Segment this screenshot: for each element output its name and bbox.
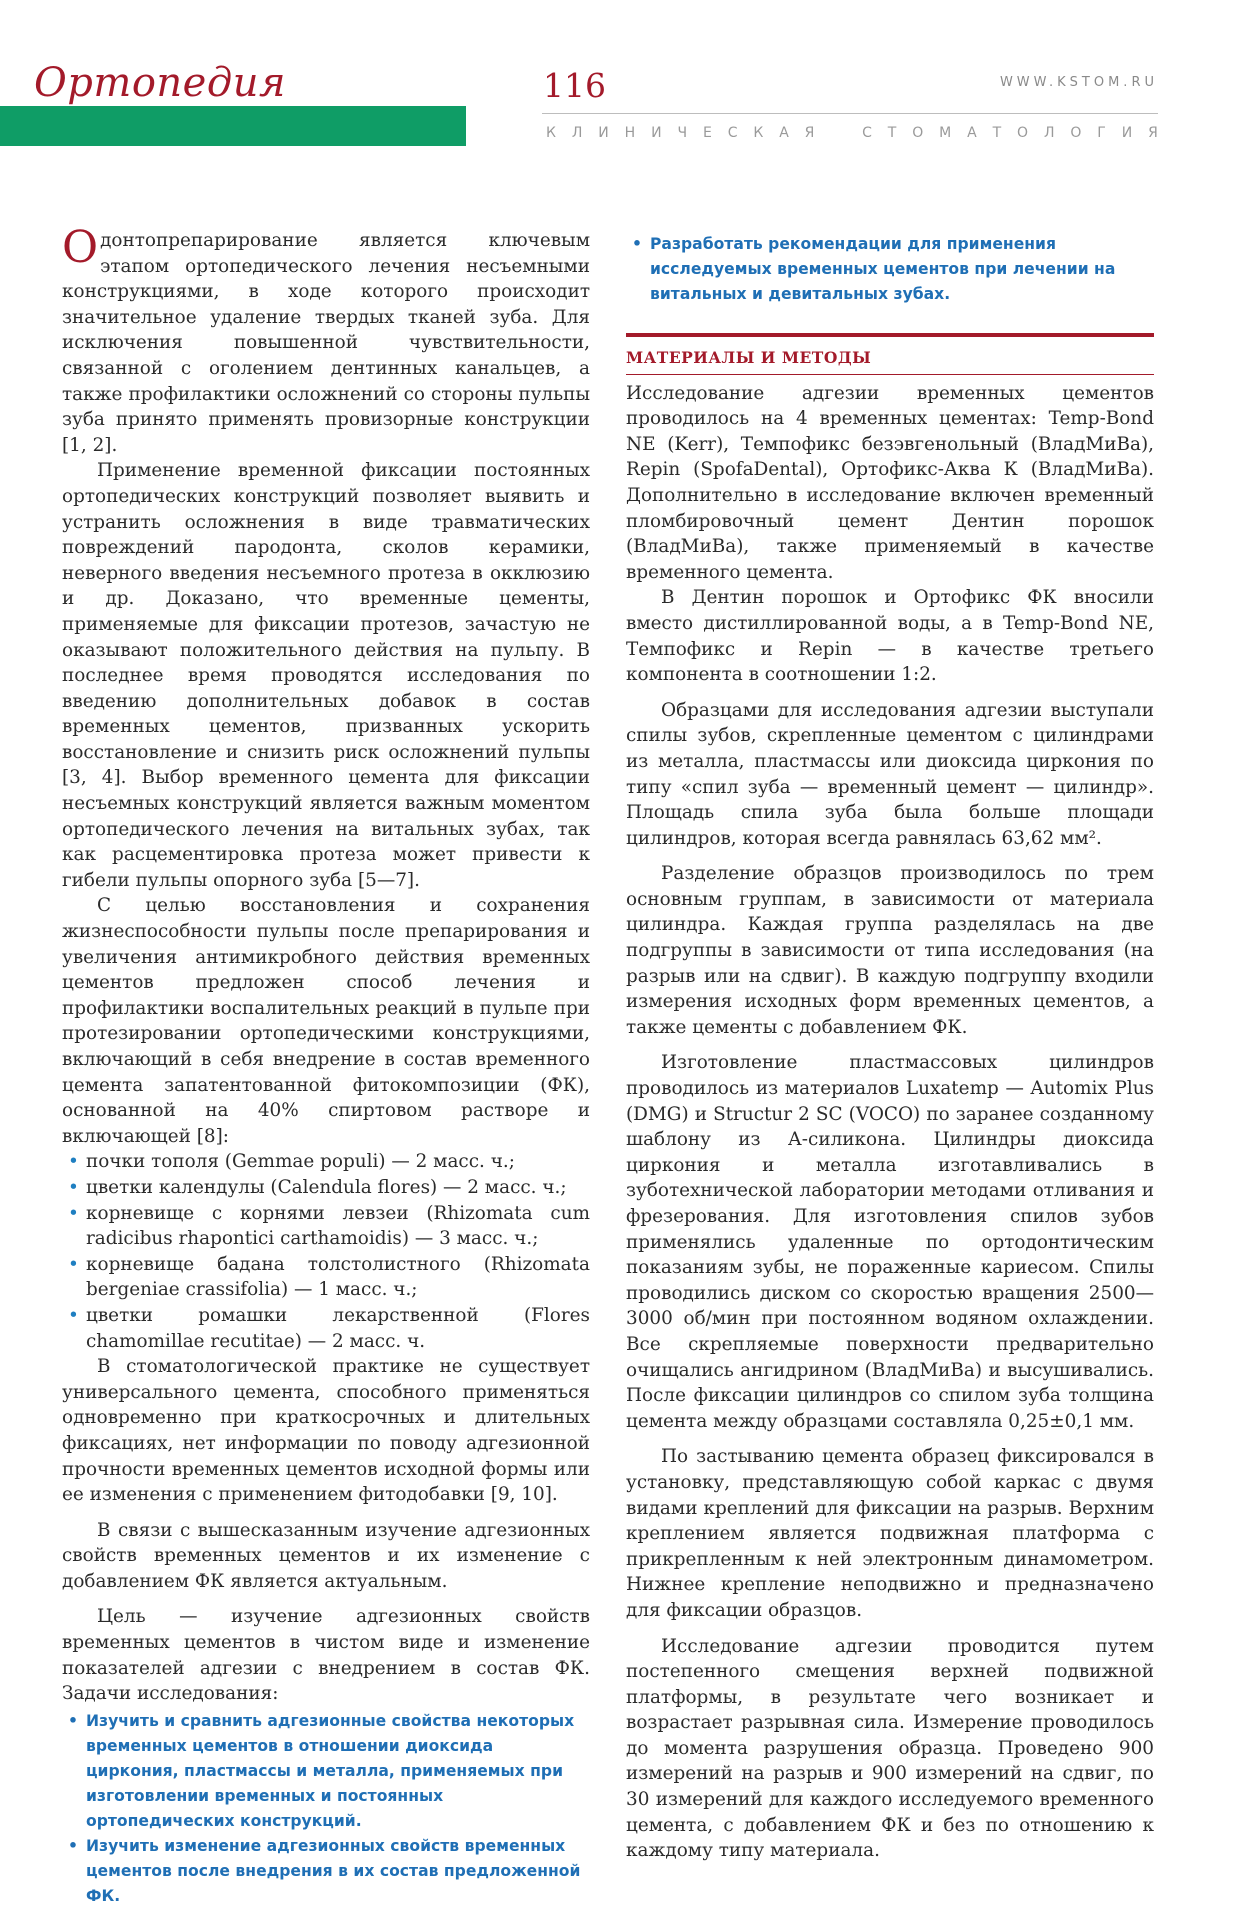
tasks-list-continued bbox=[626, 232, 1154, 307]
list-item: • цветки ромашки лекарственной (Flores chamomillae recutitae) — 2 масс. ч. bbox=[86, 1303, 590, 1354]
section-logo: Ортопедия bbox=[34, 60, 286, 106]
task-item: • Разработать рекомендации для применения исследуемых временных цементов при лечении на витальных и девитальных зубах. bbox=[650, 232, 1154, 307]
task-item: • Изучить и сравнить адгезионные свойства некоторых временных цементов в отношении диоксида циркония, пластмассы и металла, применяемых при изготовлении временных и постоянных ортопедических конструкций. bbox=[86, 1709, 590, 1834]
paragraph: Применение временной фиксации постоянных ортопедических конструкций позволяет выявить и устранить осложнения в виде травматических повреждений пародонта, сколов керамики, неверного введения несъемного протеза в окклюзию и др. Доказано, что временные цементы, применяемые для фиксации протезов, зачастую не оказывают положительного действия на пульпу. В последнее время проводятся исследования по введению дополнительных добавок в состав временных цементов, призванных ускорить восстановление и снизить риск осложнений пульпы [3, 4]. Выбор временного цемента для фиксации несъемных конструкций является важным моментом ортопедического лечения на витальных зубах, так как расцементировка протеза может привести к гибели пульпы опорного зуба [5—7]. bbox=[62, 460, 590, 891]
list-item: • корневище с корнями левзеи (Rhizomata cum radicibus rhapontici carthamoidis) — 3 масс. ч.; bbox=[86, 1201, 590, 1252]
paragraph: В Дентин порошок и Ортофикс ФК вносили вместо дистиллированной воды, а в Temp-Bond NE, Темпофикс и Repin — в качестве третьего компонента в соотношении 1:2. bbox=[626, 587, 1154, 686]
left-column bbox=[62, 222, 590, 1909]
composition-list bbox=[62, 1149, 590, 1354]
intro-paragraph: Одонтопрепарирование является ключевым этапом ортопедического лечения несъемными конструкциями, в ходе которого происходит значительное удаление твердых тканей зуба. Для исключения повышенной чувствительности, связанной с оголением дентинных канальцев, а также профилактики осложнений со стороны пульпы зуба принято применять провизорные конструкции [1, 2]. bbox=[62, 222, 590, 456]
paragraph: Изготовление пластмассовых цилиндров проводилось из материалов Luxatemp — Automix Plus (DMG) и Structur 2 SC (VOCO) по заранее созданному шаблону из А-силикона. Цилиндры диоксида циркония и металла изготавливались в зуботехнической лаборатории методами отливания и фрезерования. Для изготовления спилов зубов применялись удаленные по ортодонтическим показаниям зубы, не пораженные кариесом. Спилы проводились диском со скоростью вращения 2500—3000 об/мин при постоянном водяном охлаждении. Все скрепляемые поверхности предварительно очищались ангидрином (ВладМиВа) и высушивались. После фиксации цилиндров со спилом зуба толщина цемента между образцами составляла 0,25±0,1 мм. bbox=[626, 1052, 1154, 1432]
task-item: • Изучить изменение адгезионных свойств временных цементов после внедрения в их состав предложенной ФК. bbox=[86, 1834, 590, 1909]
paragraph: В стоматологической практике не существует универсального цемента, способного применяться одновременно при краткосрочных и длительных фиксациях, нет информации по поводу адгезионной прочности временных цементов исходной формы или ее изменения с применением фитодобавки [9, 10]. bbox=[62, 1356, 590, 1506]
drop-cap: О bbox=[62, 222, 99, 273]
paragraph: Исследование адгезии проводится путем постепенного смещения верхней подвижной платформы, в результате чего возникает и возрастает разрывная сила. Измерение проводилось до момента разрушения образца. Проведено 900 измерений на разрыв и 900 измерений на сдвиг, по 30 измерений для каждого исследуемого временного цемента, с добавлением ФК и без по отношению к каждому типу материала. bbox=[626, 1635, 1154, 1862]
list-item: • корневище бадана толстолистного (Rhizomata bergeniae crassifolia) — 1 масс. ч.; bbox=[86, 1252, 590, 1303]
section-heading: МАТЕРИАЛЫ И МЕТОДЫ bbox=[626, 333, 1154, 375]
header-rule bbox=[542, 113, 1158, 114]
list-item: • почки тополя (Gemmae populi) — 2 масс. ч.; bbox=[86, 1149, 590, 1175]
section-color-bar bbox=[0, 106, 466, 146]
paragraph: Цель — изучение адгезионных свойств временных цементов в чистом виде и изменение показателей адгезии с внедрением в состав ФК. Задачи исследования: bbox=[62, 1606, 590, 1705]
right-column bbox=[626, 232, 1154, 1864]
journal-name: К Л И Н И Ч Е С К А Я С Т О М А Т О Л О Г И Я bbox=[546, 125, 1158, 141]
paragraph: С целью восстановления и сохранения жизнеспособности пульпы после препарирования и увеличения антимикробного действия временных цементов предложен способ лечения и профилактики воспалительных реакций в пульпе при протезировании ортопедическими конструкциями, включающий в себя внедрение в состав временного цемента запатентованной фитокомпозиции (ФК), основанной на 40% спиртовом растворе и включающей [8]: bbox=[62, 895, 590, 1147]
paragraph: В связи с вышесказанным изучение адгезионных свойств временных цементов и их изменение с добавлением ФК является актуальным. bbox=[62, 1519, 590, 1592]
page-number: 116 bbox=[543, 66, 606, 105]
paragraph: Разделение образцов производилось по трем основным группам, в зависимости от материала цилиндра. Каждая группа разделялась на две подгруппы в зависимости от типа исследования (на разрыв или на сдвиг). В каждую подгруппу входили измерения исходных форм временных цементов, а также цементы с добавлением ФК. bbox=[626, 863, 1154, 1038]
list-item: • цветки календулы (Calendula flores) — 2 масс. ч.; bbox=[86, 1175, 590, 1201]
site-url[interactable]: WWW.KSTOM.RU bbox=[999, 75, 1158, 90]
paragraph: По застыванию цемента образец фиксировался в установку, представляющую собой каркас с двумя видами креплений для фиксации на разрыв. Верхним креплением является подвижная платформа с прикрепленным к ней электронным динамометром. Нижнее крепление неподвижно и предназначено для фиксации образцов. bbox=[626, 1446, 1154, 1621]
paragraph: Исследование адгезии временных цементов проводилось на 4 временных цементах: Temp-Bond NE (Kerr), Темпофикс безэвгенольный (ВладМиВа), Repin (SpofaDental), Ортофикс-Аква К (ВладМиВа). Дополнительно в исследование включен временный пломбировочный цемент Дентин порошок (ВладМиВа), также применяемый в качестве временного цемента. bbox=[626, 382, 1154, 583]
tasks-list bbox=[62, 1709, 590, 1909]
paragraph: Образцами для исследования адгезии выступали спилы зубов, скрепленные цементом с цилиндрами из металла, пластмассы или диоксида циркония по типу «спил зуба — временный цемент — цилиндр». Площадь спила зуба была больше площади цилиндров, которая всегда равнялась 63,62 мм². bbox=[626, 699, 1154, 849]
